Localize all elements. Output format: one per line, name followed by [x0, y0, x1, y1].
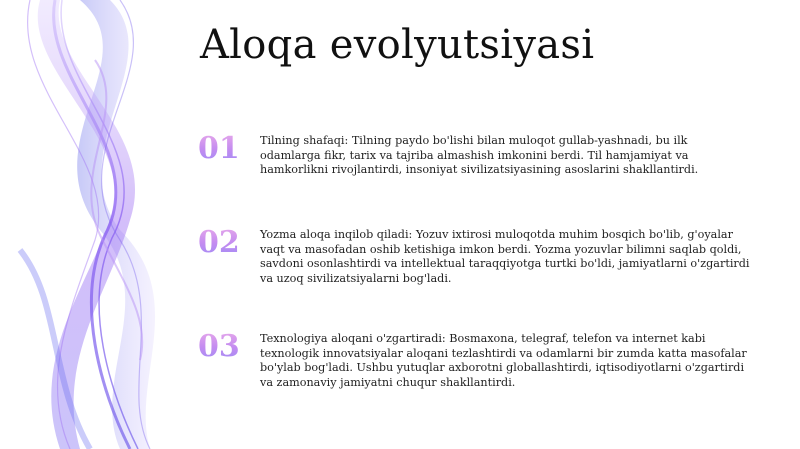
item-text: Tilning shafaqi: Tilning paydo bo'lishi bilan muloqot gullab-yashnadi, bu ilk odamlarga fikr, tarix va tajriba almashish imkonini berdi. Til hamjamiyat va hamkorlikni rivojlantirdi, insoniyat sivilizatsiyasining asoslarini shakllantirdi. — [260, 134, 699, 177]
item-number: 03 — [198, 329, 240, 364]
item-number: 01 — [198, 131, 240, 166]
slide-title: Aloqa evolyutsiyasi — [200, 22, 595, 68]
purple-smoke-ribbon-decoration — [0, 0, 190, 449]
item-text: Texnologiya aloqani o'zgartiradi: Bosmaxona, telegraf, telefon va internet kabi texnologik innovatsiyalar aloqani tezlashtirdi va odamlarni bir zumda katta masofalar bo'ylab bog'ladi. Ushbu yutuqlar axborotni globallashtirdi, iqtisodiyotlarni o'zgartirdi va zamonaviy jamiyatni chuqur shakllantirdi. — [260, 332, 747, 389]
item-number: 02 — [198, 225, 240, 260]
item-text: Yozma aloqa inqilob qiladi: Yozuv ixtirosi muloqotda muhim bosqich bo'lib, g'oyalar vaqt va masofadan oshib ketishiga imkon berdi. Yozma yozuvlar bilimni saqlab qoldi, savdoni osonlashtirdi va intellektual taraqqiyotga turtki bo'ldi, jamiyatlarni o'zgartirdi va uzoq sivilizatsiyalarni bog'ladi. — [260, 228, 750, 285]
